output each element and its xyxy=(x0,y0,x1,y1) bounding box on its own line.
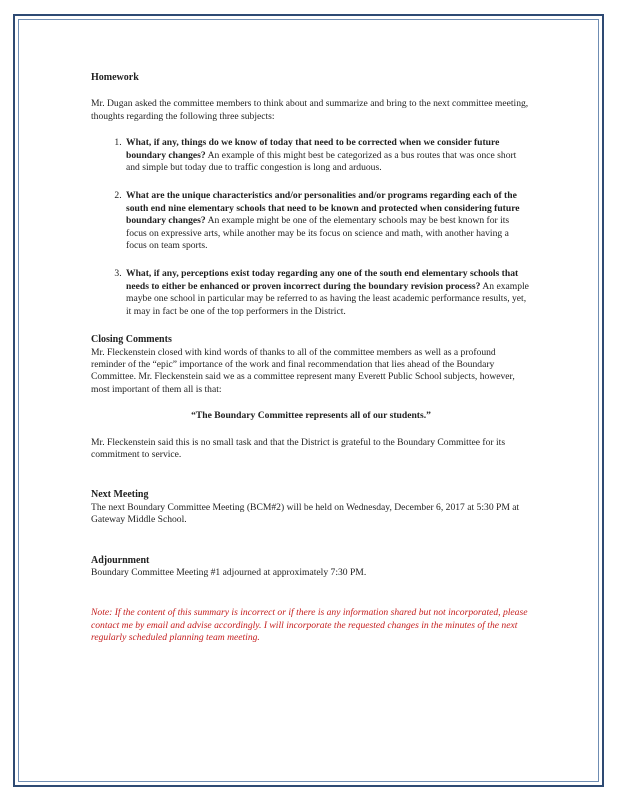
homework-heading: Homework xyxy=(91,72,139,83)
homework-item-1-example: An example of this might best be categorized as a bus routes that was once short and simple but today due to traffic congestion is long and arduous. xyxy=(126,149,517,174)
homework-item-1 xyxy=(124,137,531,174)
homework-item-1-question: What, if any, things do we know of today that need to be corrected when we consider future boundary changes? xyxy=(126,137,500,161)
correction-note: Note: If the content of this summary is incorrect or if there is any information shared but not incorporated, please contact me by email and advise accordingly. I will incorporate the requested changes in the minutes of the next regularly scheduled planning team meeting. xyxy=(91,607,528,644)
document-body xyxy=(91,72,531,645)
adjournment-text: Boundary Committee Meeting #1 adjourned at approximately 7:30 PM. xyxy=(91,566,367,578)
closing-heading: Closing Comments xyxy=(91,334,172,346)
next-meeting-heading: Next Meeting xyxy=(91,489,149,501)
homework-item-3 xyxy=(124,268,531,318)
homework-list xyxy=(91,137,531,318)
homework-item-2-example: An example might be one of the elementary schools may be best known for its focus on expressive arts, while another may be its focus on science and math, with another having a focus on team sports. xyxy=(126,215,510,252)
homework-intro: Mr. Dugan asked the committee members to think about and summarize and bring to the next committee meeting, thoughts regarding the following three subjects: xyxy=(91,98,529,122)
homework-item-2-question: What are the unique characteristics and/or personalities and/or programs regarding each of the south end nine elementary schools that need to be known and protected when considering future boundary changes? xyxy=(126,190,520,227)
closing-quote: “The Boundary Committee represents all of our students.” xyxy=(191,410,431,422)
closing-after: Mr. Fleckenstein said this is no small task and that the District is grateful to the Boundary Committee for its commitment to service. xyxy=(91,436,506,460)
closing-text: Mr. Fleckenstein closed with kind words of thanks to all of the committee members as well as a profound reminder of the “epic” importance of the work and final recommendation that lies ahead of the Boundary Committee. Mr. Fleckenstein said we as a committee represent many Everett Public School subjects, however, most important of them all is that: xyxy=(91,346,515,395)
homework-item-3-example: An example maybe one school in particular may be referred to as having the least academic performance results, yet, it may in fact be one of the top performers in the District. xyxy=(126,280,529,317)
homework-item-3-question: What, if any, perceptions exist today regarding any one of the south end elementary schools that needs to either be enhanced or proven incorrect during the boundary revision process? xyxy=(126,268,519,292)
homework-item-2 xyxy=(124,190,531,252)
next-meeting-text: The next Boundary Committee Meeting (BCM#2) will be held on Wednesday, December 6, 2017 at 5:30 PM at Gateway Middle School. xyxy=(91,501,520,526)
adjournment-heading: Adjournment xyxy=(91,554,150,566)
